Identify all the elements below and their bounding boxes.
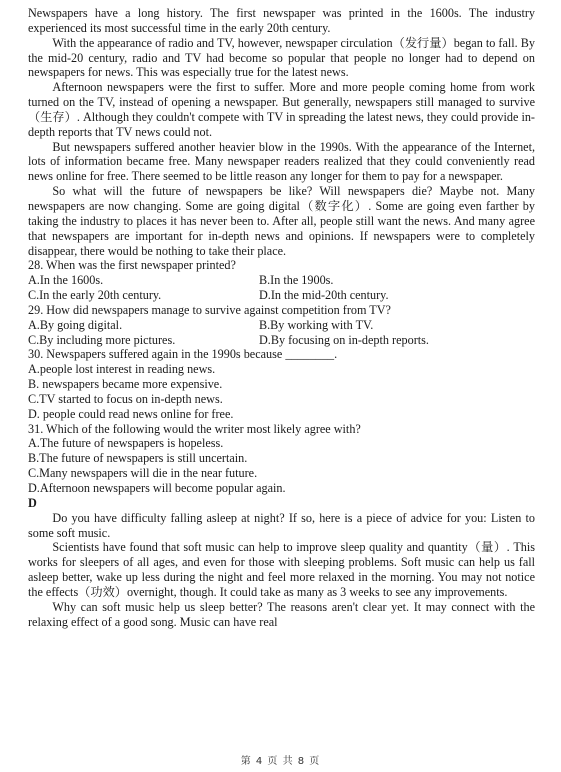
question-28	[28, 258, 535, 303]
passage-paragraph: So what will the future of newspapers be like? Will newspapers die? Maybe not. Many newspapers are now changing. Some are going digital（数字化）. Some are going even farther by taking the industry to places it has never been to. After all, people still want the news. And many agree that newspapers are important for in-depth news and opinions. If newspapers were to completely disappear, there would be nothing to take their place.	[28, 184, 535, 258]
option-c: C.Many newspapers will die in the near future.	[28, 466, 258, 481]
question-30	[28, 347, 535, 421]
option-d: D.Afternoon newspapers will become popular again.	[28, 481, 286, 495]
passage-paragraph: Scientists have found that soft music can help to improve sleep quality and quantity（量）. This works for sleepers of all ages, and even for those with sleeping problems. Soft music can help us fall asleep better, wake up less during the night and feel more relaxed in the morning. You may not notice the effects（功效）overnight, though. It could take as many as 3 weeks to see any improvements.	[28, 540, 535, 599]
option-d: D.By focusing on in-depth reports.	[259, 332, 429, 347]
option-row	[28, 333, 535, 348]
option-c: C.TV started to focus on in-depth news.	[28, 391, 223, 406]
passage-paragraph: Do you have difficulty falling asleep at night? If so, here is a piece of advice for you: Listen to some soft music.	[28, 510, 535, 540]
option-b: B.In the 1900s.	[259, 273, 334, 288]
option-a: A.By going digital.	[28, 317, 123, 332]
option-b: B. newspapers became more expensive.	[28, 377, 223, 392]
option-row	[28, 288, 535, 303]
section-heading: D	[28, 495, 37, 510]
option-c: C.In the early 20th century.	[28, 288, 162, 303]
passage-paragraph: Why can soft music help us sleep better? The reasons aren't clear yet. It may connect with the relaxing effect of a good song. Music can have real	[28, 599, 535, 629]
option-d: D.In the mid-20th century.	[259, 288, 389, 303]
question-31	[28, 422, 535, 496]
option-c: C.By including more pictures.	[28, 332, 176, 347]
option-row	[28, 273, 535, 288]
page-number: 第 4 页 共 8 页	[240, 756, 321, 768]
option-a: A.people lost interest in reading news.	[28, 362, 216, 377]
option-row	[28, 318, 535, 333]
passage-d	[28, 511, 535, 630]
option-d: D. people could read news online for free.	[28, 406, 234, 421]
question-stem: 30. Newspapers suffered again in the 1990s because ________.	[28, 347, 338, 362]
option-b: B.The future of newspapers is still uncertain.	[28, 451, 248, 466]
option-b: B.By working with TV.	[259, 317, 374, 332]
passage-paragraph: But newspapers suffered another heavier blow in the 1990s. With the appearance of the Internet, lots of information became free. Many newspaper readers realized that they could conveniently read news online for free. There seemed to be little reason any longer for them to pay for a newspaper.	[28, 139, 535, 184]
passage-c	[28, 6, 535, 258]
passage-paragraph: With the appearance of radio and TV, however, newspaper circulation（发行量）began to fall. By the mid-20 century, radio and TV had become so popular that people no longer had to depend on newspapers for news. This was especially true for the latest news.	[28, 35, 535, 80]
passage-paragraph: Newspapers have a long history. The first newspaper was printed in the 1600s. The industry experienced its most successful time in the early 20th century.	[28, 6, 535, 35]
passage-paragraph: Afternoon newspapers were the first to suffer. More and more people coming home from work turned on the TV, instead of opening a newspaper. But generally, newspapers still managed to survive（生存）. Although they couldn't compete with TV in spreading the latest news, they could provide in-depth reports that TV news could not.	[28, 80, 535, 139]
question-stem: 29. How did newspapers manage to survive against competition from TV?	[28, 302, 391, 317]
option-a: A.The future of newspapers is hopeless.	[28, 436, 224, 451]
option-a: A.In the 1600s.	[28, 273, 104, 288]
question-29	[28, 303, 535, 348]
question-stem: 31. Which of the following would the writer most likely agree with?	[28, 421, 361, 436]
question-stem: 28. When was the first newspaper printed?	[28, 258, 236, 273]
